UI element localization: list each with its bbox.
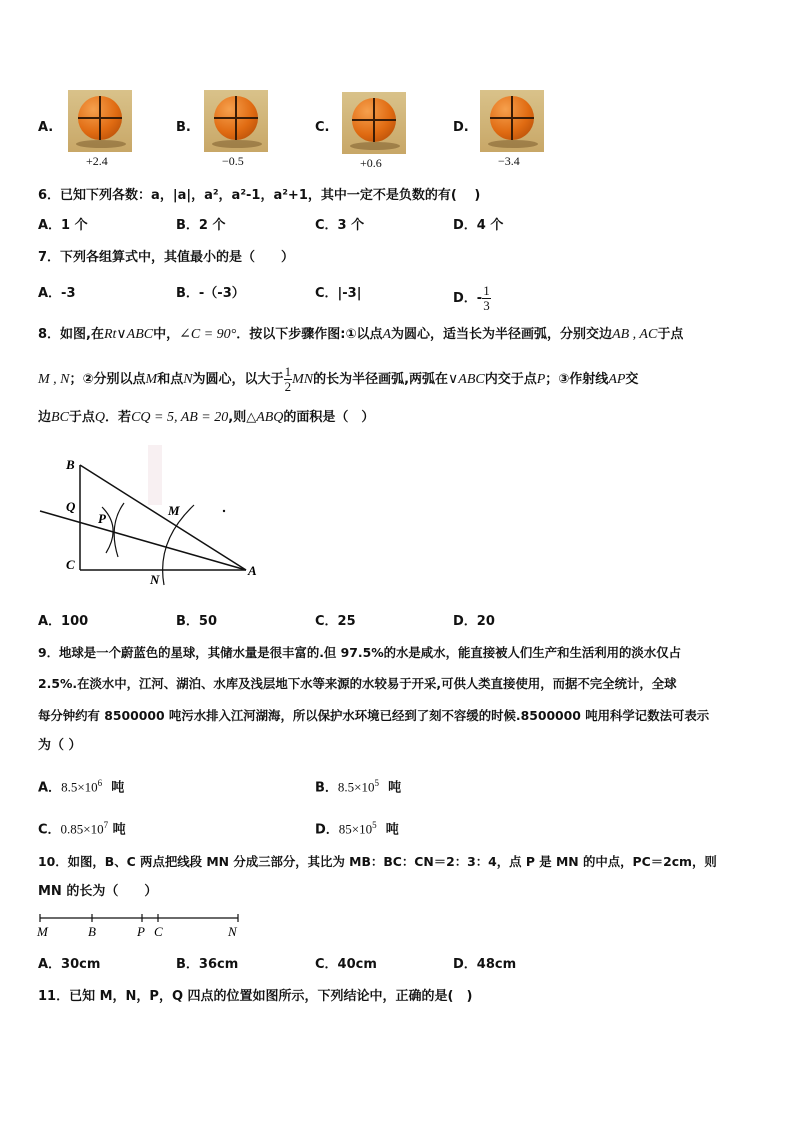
- q8-math: A: [382, 327, 392, 342]
- label-b: B: [88, 924, 96, 939]
- basketball-image-d: [480, 90, 544, 152]
- basketball-image-a: [68, 90, 132, 152]
- label-m: M: [37, 924, 48, 939]
- q9-option-a: [38, 773, 124, 798]
- q8-text: 中，: [153, 327, 180, 342]
- q8-math: ∨ABC: [448, 372, 485, 387]
- q8-text: 于点: [657, 327, 684, 342]
- q9-option-letter: B．: [315, 780, 338, 796]
- basketball-image-c: [342, 92, 406, 154]
- q5-option-b-value: −0.5: [222, 154, 244, 168]
- q9-option-exponent: 6: [97, 778, 103, 788]
- q7-fraction-denominator: 3: [483, 298, 490, 313]
- q9-option-exponent: 5: [374, 778, 380, 788]
- q8-math: Rt∨ABC: [103, 327, 154, 342]
- q7-option-c: C．|-3|: [315, 286, 362, 301]
- q9-option-base: 8.5×10: [337, 779, 375, 795]
- q8-option-d: D．20: [453, 614, 495, 629]
- q11-stem: 11．已知 M，N，P，Q 四点的位置如图所示，下列结论中，正确的是( ): [38, 989, 473, 1004]
- q9-option-c: [38, 815, 126, 840]
- q7-fraction-numerator: 1: [483, 283, 490, 298]
- q5-option-a-letter: A.: [38, 120, 54, 135]
- q10-option-c: C．40cm: [315, 957, 377, 972]
- q9-option-unit: 吨: [112, 822, 126, 838]
- q7-option-d-label: D．-: [453, 291, 483, 306]
- q8-text: ．若: [105, 410, 132, 425]
- q8-line-3: [38, 408, 374, 428]
- label-n: N: [150, 572, 160, 587]
- q8-text: 内交于点: [484, 372, 537, 387]
- q8-math: M: [145, 372, 158, 387]
- label-n: N: [228, 924, 237, 939]
- q8-line-1: [38, 325, 683, 345]
- q8-math: ABQ: [256, 410, 284, 425]
- q8-text: 于点: [68, 410, 95, 425]
- q5-option-b-letter: B.: [176, 120, 191, 135]
- q10-option-d: D．48cm: [453, 957, 517, 972]
- q8-text: ,则△: [228, 410, 257, 425]
- q8-math: P: [536, 372, 546, 387]
- q8-text: 为圆心，以大于: [192, 372, 284, 387]
- q8-fraction: [284, 365, 293, 394]
- q9-option-exponent: 7: [103, 820, 109, 830]
- basketball-image-b: [204, 90, 268, 152]
- label-p: P: [98, 511, 106, 526]
- q8-text: 交: [625, 372, 639, 387]
- label-m: M: [168, 503, 180, 518]
- q8-text: 为圆心，适当长为半径画弧，分别交边: [391, 327, 613, 342]
- label-q: Q: [66, 499, 76, 514]
- q8-text: 和点: [157, 372, 184, 387]
- q9-option-exponent: 5: [372, 820, 377, 830]
- stray-dot: [223, 510, 225, 512]
- label-a: A: [248, 563, 257, 578]
- q10-line-2: MN 的长为（ ）: [38, 884, 158, 899]
- q6-option-a: A．1 个: [38, 218, 88, 233]
- q5-option-c-letter: C.: [315, 120, 330, 135]
- q8-text: 8．如图,在: [38, 327, 104, 342]
- q5-option-d-letter: D.: [453, 120, 469, 135]
- q9-line-1: 9．地球是一个蔚蓝色的星球，其储水量是很丰富的.但 97.5%的水是咸水，能直接被人们生产和生活利用的淡水仅占: [38, 645, 681, 660]
- q9-option-unit: 吨: [111, 780, 125, 796]
- q8-math: ∠C = 90°: [179, 327, 237, 342]
- q8-math: BC: [51, 410, 69, 425]
- q9-option-b: [315, 773, 401, 798]
- q6-option-c: C．3 个: [315, 218, 365, 233]
- q9-option-base: 0.85×10: [60, 821, 104, 837]
- q9-option-letter: C．: [38, 822, 61, 838]
- q8-triangle-figure: [36, 445, 266, 595]
- label-p: P: [137, 924, 145, 939]
- q8-option-c: C．25: [315, 614, 356, 629]
- q9-option-letter: A．: [38, 780, 62, 796]
- q8-text: 边: [38, 410, 52, 425]
- q7-option-d: [453, 284, 491, 313]
- q10-option-a: A．30cm: [38, 957, 101, 972]
- q8-math: N: [183, 372, 193, 387]
- q7-stem: 7．下列各组算式中，其值最小的是（ ）: [38, 250, 295, 265]
- q9-option-d: [315, 815, 399, 840]
- arc-from-m: [114, 503, 124, 557]
- q8-option-a: A．100: [38, 614, 89, 629]
- q8-text: ；②分别以点: [69, 372, 146, 387]
- q8-math: AB , AC: [612, 327, 658, 342]
- q8-text: 的面积是（ ）: [283, 410, 375, 425]
- q9-option-base: 8.5×10: [61, 779, 98, 795]
- q7-option-b: B．-（-3）: [176, 286, 245, 301]
- q8-math: M , N: [38, 372, 70, 387]
- q9-option-unit: 吨: [385, 822, 399, 838]
- q8-text: ．按以下步骤作图:①以点: [236, 327, 383, 342]
- q8-line-2: [38, 365, 638, 394]
- q9-option-base: 85×10: [338, 821, 373, 837]
- q9-option-unit: 吨: [388, 780, 402, 796]
- q8-math: MN: [292, 372, 314, 387]
- q8-option-b: B．50: [176, 614, 217, 629]
- q10-option-b: B．36cm: [176, 957, 239, 972]
- q10-line-1: 10．如图，B、C 两点把线段 MN 分成三部分，其比为 MB：BC：CN＝2：3：4，点 P 是 MN 的中点，PC＝2cm，则: [38, 854, 717, 869]
- q8-math: Q: [94, 410, 106, 425]
- q6-option-d: D．4 个: [453, 218, 504, 233]
- q8-fraction-numerator: 1: [284, 364, 292, 379]
- q10-segment-figure: [34, 910, 246, 942]
- q9-line-4: 为（ ）: [38, 738, 82, 753]
- label-c: C: [66, 557, 75, 572]
- q8-math: AP: [608, 372, 626, 387]
- q7-option-a: A．-3: [38, 286, 76, 301]
- q8-text: 的长为半径画弧,两弧在: [313, 372, 449, 387]
- q8-math: CQ = 5, AB = 20: [131, 410, 229, 425]
- q9-line-2: 2.5%.在淡水中，江河、湖泊、水库及浅层地下水等来源的水较易于开采,可供人类直接使用，而据不完全统计，全球: [38, 676, 677, 691]
- q9-line-3: 每分钟约有 8500000 吨污水排入江河湖海，所以保护水环境已经到了刻不容缓的时候.8500000 吨用科学记数法可表示: [38, 708, 710, 723]
- figure-smudge: [148, 445, 162, 505]
- q9-option-letter: D．: [315, 822, 339, 838]
- q5-option-a-value: +2.4: [86, 154, 108, 168]
- q5-option-d-value: −3.4: [498, 154, 520, 168]
- q8-fraction-denominator: 2: [284, 379, 292, 394]
- q8-text: ；③作射线: [545, 372, 609, 387]
- label-c: C: [154, 924, 163, 939]
- q6-stem: 6．已知下列各数：a，|a|，a²，a²-1，a²+1，其中一定不是负数的有( ): [38, 188, 481, 203]
- q6-option-b: B．2 个: [176, 218, 226, 233]
- label-b: B: [66, 457, 75, 472]
- q7-fraction: [482, 284, 491, 313]
- q5-option-c-value: +0.6: [360, 156, 382, 170]
